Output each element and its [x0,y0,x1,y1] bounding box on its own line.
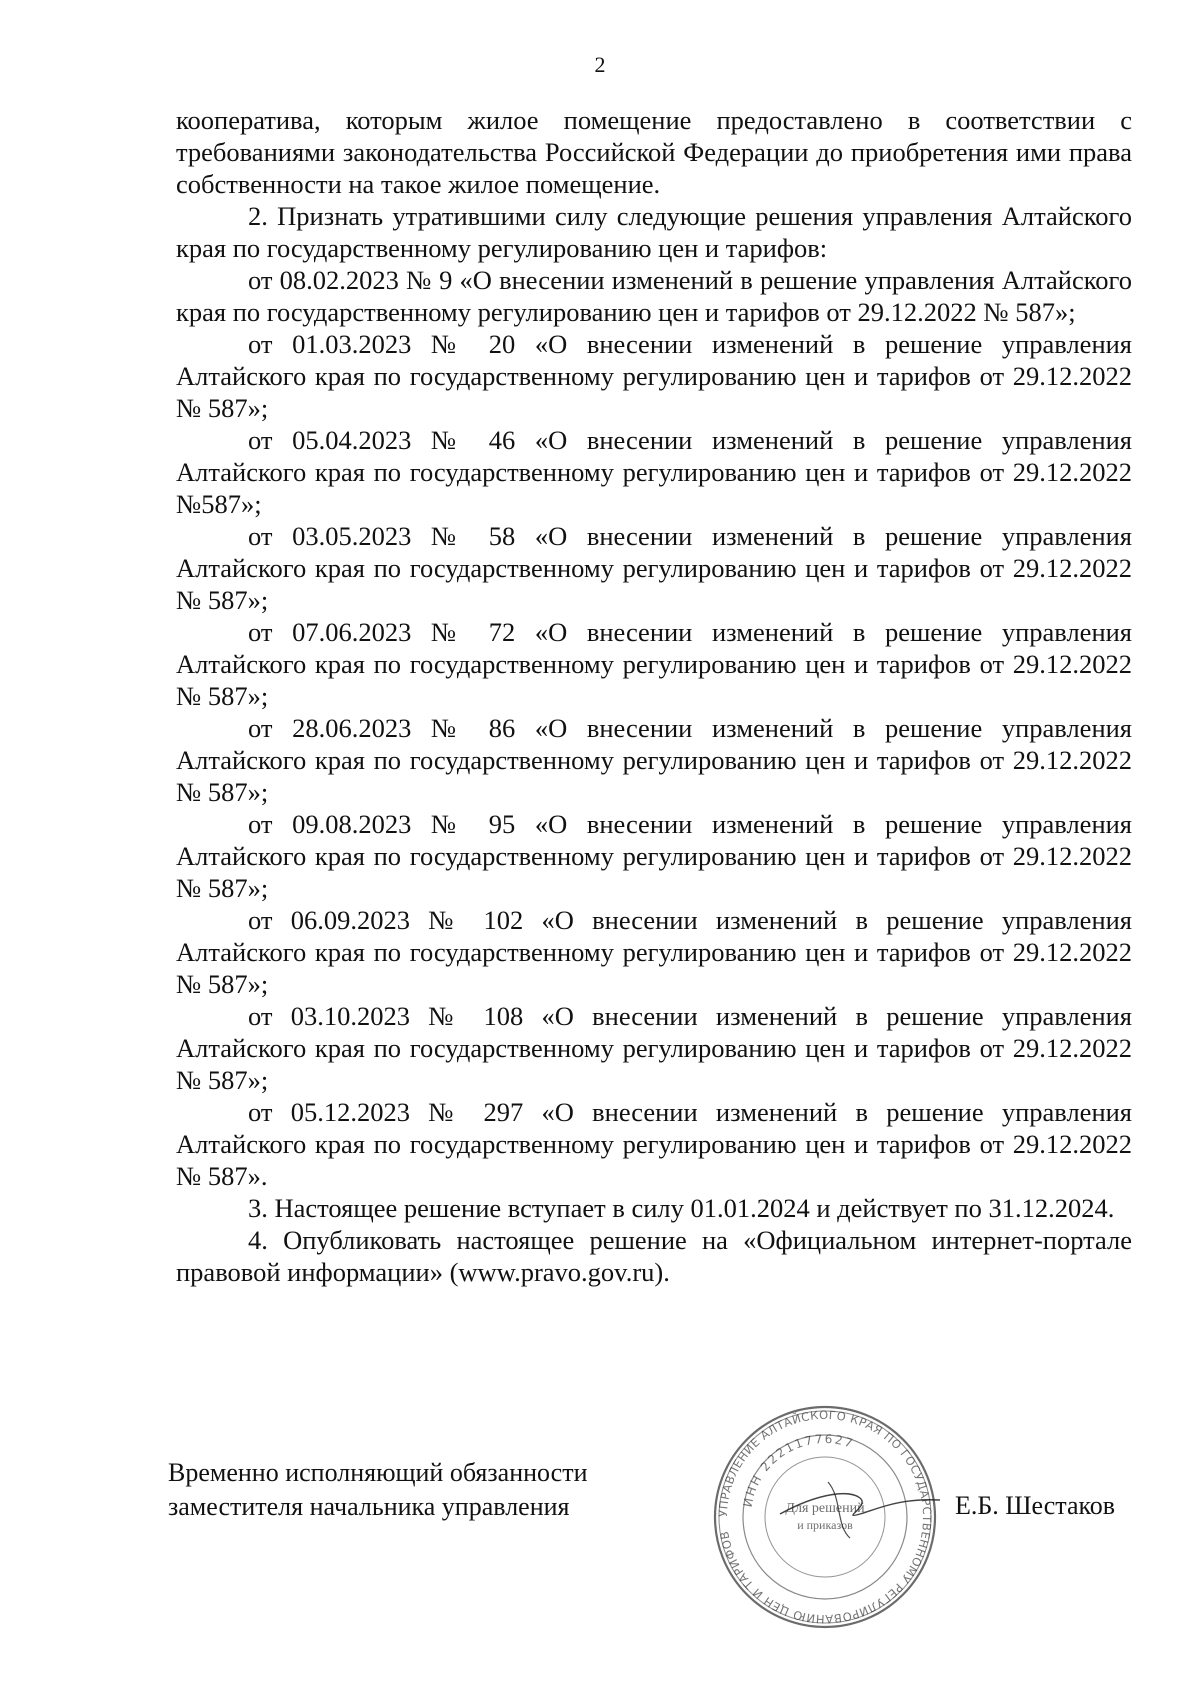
paragraph: от 01.03.2023 № 20 «О внесении изменений в решение управления Алтайского края по государственному регулированию цен и тарифов от 29.12.2022 № 587»; [176,329,1132,423]
signer-name: Е.Б. Шестаков [955,1491,1116,1520]
paragraph: от 06.09.2023 № 102 «О внесении изменений в решение управления Алтайского края по государственному регулированию цен и тарифов от 29.12.2022 № 587»; [176,905,1132,999]
paragraph: 3. Настоящее решение вступает в силу 01.01.2024 и действует по 31.12.2024. [248,1193,1115,1223]
paragraph: от 28.06.2023 № 86 «О внесении изменений в решение управления Алтайского края по государственному регулированию цен и тарифов от 29.12.2022 № 587»; [176,713,1132,807]
seal-inn-text: ИНН 2221177627 [740,1431,857,1509]
page-number: 2 [594,52,606,77]
paragraph: от 05.04.2023 № 46 «О внесении изменений в решение управления Алтайского края по государственному регулированию цен и тарифов от 29.12.2022 №587»; [176,425,1132,519]
paragraph: кооператива, которым жилое помещение предоставлено в соответствии с требованиями законодательства Российской Федерации до приобретения ими права собственности на такое жилое помещение. [176,105,1132,199]
paragraph: 4. Опубликовать настоящее решение на «Официальном интернет-портале правовой информации» (www.pravo.gov.ru). [176,1225,1132,1287]
paragraph: от 03.05.2023 № 58 «О внесении изменений в решение управления Алтайского края по государственному регулированию цен и тарифов от 29.12.2022 № 587»; [176,521,1132,615]
paragraph: от 09.08.2023 № 95 «О внесении изменений в решение управления Алтайского края по государственному регулированию цен и тарифов от 29.12.2022 № 587»; [176,809,1132,903]
paragraph: от 07.06.2023 № 72 «О внесении изменений в решение управления Алтайского края по государственному регулированию цен и тарифов от 29.12.2022 № 587»; [176,617,1132,711]
official-seal [710,1402,940,1632]
signature-position-line1: Временно исполняющий обязанности [168,1458,588,1487]
paragraph: 2. Признать утратившими силу следующие решения управления Алтайского края по государственному регулированию цен и тарифов: [176,201,1132,263]
paragraph: от 03.10.2023 № 108 «О внесении изменений в решение управления Алтайского края по государственному регулированию цен и тарифов от 29.12.2022 № 587»; [176,1001,1132,1095]
seal-center-line1: Для решений [785,1501,865,1516]
seal-outer-text: УПРАВЛЕНИЕ АЛТАЙСКОГО КРАЯ ПО ГОСУДАРСТВЕННОМУ РЕГУЛИРОВАНИЮ ЦЕН И ТАРИФОВ [715,1407,935,1627]
paragraph: от 05.12.2023 № 297 «О внесении изменений в решение управления Алтайского края по государственному регулированию цен и тарифов от 29.12.2022 № 587». [176,1097,1132,1191]
paragraph: от 08.02.2023 № 9 «О внесении изменений в решение управления Алтайского края по государственному регулированию цен и тарифов от 29.12.2022 № 587»; [176,265,1132,327]
seal-center-line2: и приказов [797,1518,853,1532]
document-body [176,104,1132,1288]
signature-position [168,1456,588,1524]
signature-position-line2: заместителя начальника управления [168,1492,570,1521]
